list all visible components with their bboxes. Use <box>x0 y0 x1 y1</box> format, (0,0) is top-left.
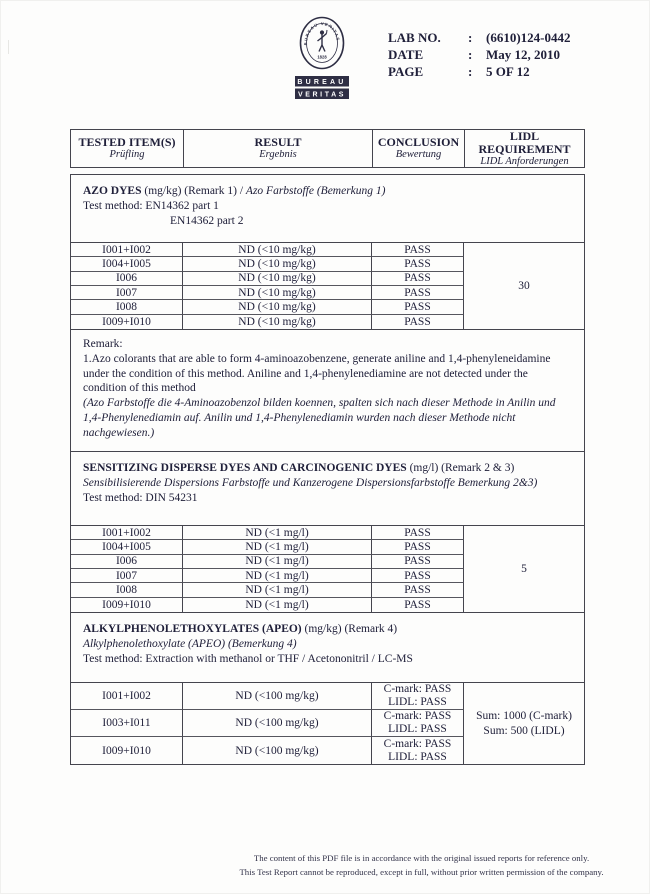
requirement-cell: 30 <box>518 279 530 292</box>
result-cell: ND (<1 mg/l) <box>183 526 372 540</box>
conclusion-cell: C-mark: PASS LIDL: PASS <box>372 683 464 710</box>
apeo-results-table <box>71 682 584 764</box>
sens-subtitle-de: Sensibilisierende Dispersions Farbstoffe und Kanzerogene Dispersionsfarbstoffe Bemerkung 2&3) <box>83 477 538 489</box>
result-cell: ND (<10 mg/kg) <box>183 286 372 300</box>
conclusion-cell: PASS <box>372 526 464 540</box>
conclusion-cell: PASS <box>372 286 464 300</box>
result-cell: ND (<100 mg/kg) <box>183 683 372 710</box>
col-header-tested-items: TESTED ITEM(S) Prüfling <box>71 130 184 167</box>
tested-item-cell: I006 <box>71 555 183 569</box>
apeo-subtitle-de: Alkylphenolethoxylate (APEO) (Bemerkung 4) <box>83 638 297 650</box>
conclusion-cell: PASS <box>372 315 464 329</box>
conclusion-cell: PASS <box>372 243 464 257</box>
tested-item-cell: I004+I005 <box>71 540 183 554</box>
page-sep: : <box>468 64 473 79</box>
tested-item-cell: I009+I010 <box>71 598 183 612</box>
lab-info-block <box>388 29 571 80</box>
sens-results-table <box>71 525 584 613</box>
seal-circular-text: BUREAU VERITAS <box>302 21 341 46</box>
result-cell: ND (<100 mg/kg) <box>183 710 372 737</box>
tested-item-cell: I004+I005 <box>71 257 183 271</box>
lab-no-value: (6610)124-0442 <box>486 30 571 45</box>
conclusion-cell: PASS <box>372 555 464 569</box>
remark-heading: Remark: <box>83 338 123 350</box>
seal-figure-icon <box>318 30 328 52</box>
result-cell: ND (<10 mg/kg) <box>183 243 372 257</box>
logo-bar-bureau: BUREAU <box>297 79 347 86</box>
tested-item-cell: I008 <box>71 300 183 314</box>
date-value: May 12, 2010 <box>486 47 561 62</box>
result-cell: ND (<1 mg/l) <box>183 540 372 554</box>
col-header-lidl-requirement: LIDL REQUIREMENT LIDL Anforderungen <box>478 128 571 167</box>
azo-test-method-2: EN14362 part 2 <box>170 215 244 227</box>
table-header-row <box>70 129 585 168</box>
result-cell: ND (<10 mg/kg) <box>183 272 372 286</box>
result-cell: ND (<10 mg/kg) <box>183 315 372 329</box>
bureau-veritas-logo <box>293 15 351 101</box>
conclusion-cell: C-mark: PASS LIDL: PASS <box>372 710 464 737</box>
conclusion-cell: PASS <box>372 300 464 314</box>
result-cell: ND (<10 mg/kg) <box>183 300 372 314</box>
result-cell: ND (<1 mg/l) <box>183 569 372 583</box>
requirement-cell: Sum: 1000 (C-mark) Sum: 500 (LIDL) <box>476 710 572 737</box>
logo-bar-veritas: VERITAS <box>297 91 347 99</box>
result-cell: ND (<100 mg/kg) <box>183 737 372 764</box>
conclusion-cell: C-mark: PASS LIDL: PASS <box>372 737 464 764</box>
conclusion-cell: PASS <box>372 583 464 597</box>
azo-title-line: AZO DYES (mg/kg) (Remark 1) / Azo Farbstoffe (Bemerkung 1) <box>83 185 386 197</box>
lab-no-label: LAB NO. <box>388 30 441 45</box>
footer-line-2: This Test Report cannot be reproduced, except in full, without prior written permission of the company. <box>239 866 604 877</box>
col-header-conclusion: CONCLUSION Bewertung <box>373 130 465 167</box>
scan-artifact <box>8 40 19 54</box>
tested-item-cell: I009+I010 <box>71 737 183 764</box>
page-label: PAGE <box>388 64 424 79</box>
requirement-cell: 5 <box>521 562 527 575</box>
section-apeo <box>71 613 584 682</box>
sens-test-method: Test method: DIN 54231 <box>83 492 198 504</box>
azo-remark-block: Remark: 1.Azo colorants that are able to form 4-aminoazobenzene, generate aniline and 1,4-phenyleneidamine under the condition of this method. Aniline and 1,4-phenylenediamine are not detected under the condition of this method (Azo Farbstoffe die 4-Aminoazobenzol bilden koennen, spalten sich nach dieser Methode in Anilin und 1,4-Phenylenediamin auf. Anilin und 1,4-Phenylenediamin wurden nach dieser Methode nicht nachgewiesen.) <box>71 330 584 452</box>
section-sensitizing-dyes <box>71 452 584 525</box>
tested-item-cell: I001+I002 <box>71 243 183 257</box>
tested-item-cell: I006 <box>71 272 183 286</box>
tested-item-cell: I003+I011 <box>71 710 183 737</box>
azo-test-method: Test method: EN14362 part 1 <box>83 200 219 212</box>
apeo-test-method: Test method: Extraction with methanol or THF / Acetononitril / LC-MS <box>83 653 413 665</box>
tested-item-cell: I008 <box>71 583 183 597</box>
tested-item-cell: I009+I010 <box>71 315 183 329</box>
tested-item-cell: I007 <box>71 569 183 583</box>
footer-line-1: The content of this PDF file is in accordance with the original issued reports for reference only. <box>253 853 590 863</box>
report-body <box>70 174 585 765</box>
date-label: DATE <box>388 47 424 62</box>
bureau-veritas-seal-icon <box>293 15 351 101</box>
conclusion-cell: PASS <box>372 569 464 583</box>
conclusion-cell: PASS <box>372 598 464 612</box>
lab-no-sep: : <box>468 30 473 45</box>
section-azo-dyes <box>71 175 584 242</box>
page-value: 5 OF 12 <box>486 64 530 79</box>
result-cell: ND (<10 mg/kg) <box>183 257 372 271</box>
conclusion-cell: PASS <box>372 257 464 271</box>
conclusion-cell: PASS <box>372 540 464 554</box>
azo-results-table <box>71 242 584 330</box>
date-sep: : <box>468 47 473 62</box>
tested-item-cell: I007 <box>71 286 183 300</box>
result-cell: ND (<1 mg/l) <box>183 555 372 569</box>
sens-title-line: SENSITIZING DISPERSE DYES AND CARCINOGENIC DYES (mg/l) (Remark 2 & 3) <box>83 462 515 474</box>
seal-year: 1828 <box>317 54 327 60</box>
tested-item-cell: I001+I002 <box>71 683 183 710</box>
result-cell: ND (<1 mg/l) <box>183 583 372 597</box>
col-header-result: RESULT Ergebnis <box>184 130 373 167</box>
result-cell: ND (<1 mg/l) <box>183 598 372 612</box>
apeo-title-line: ALKYLPHENOLETHOXYLATES (APEO) (mg/kg) (Remark 4) <box>83 623 398 635</box>
conclusion-cell: PASS <box>372 272 464 286</box>
tested-item-cell: I001+I002 <box>71 526 183 540</box>
footer-disclaimer <box>203 852 640 879</box>
